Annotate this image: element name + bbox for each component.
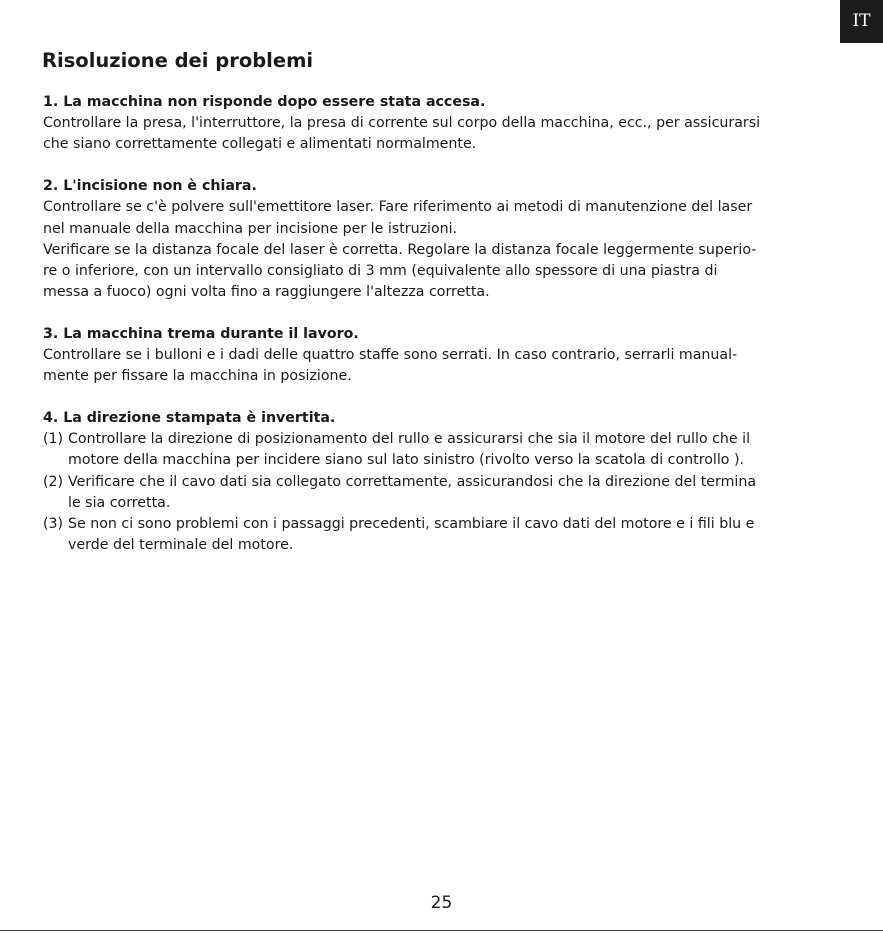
body-line: che siano correttamente collegati e alimentati normalmente.: [43, 136, 477, 153]
step-2: [43, 472, 843, 514]
section-body: [43, 113, 843, 155]
section-2: [43, 176, 843, 303]
body-line: Controllare la presa, l'interruttore, la presa di corrente sul corpo della macchina, ecc., per assicurarsi: [43, 115, 761, 132]
step-number: (1): [43, 431, 64, 448]
language-tab: IT: [840, 0, 883, 43]
page-number: 25: [430, 893, 453, 913]
step-body: [68, 472, 843, 514]
step-3: [43, 514, 843, 556]
body-line: Se non ci sono problemi con i passaggi precedenti, scambiare il cavo dati del motore e i fili blu e: [68, 515, 755, 532]
step-1: [43, 429, 843, 471]
page-title: Risoluzione dei problemi: [42, 49, 314, 72]
section-heading: 2. L'incisione non è chiara.: [43, 178, 257, 195]
body-line: Controllare la direzione di posizionamento del rullo e assicurarsi che sia il motore del rullo che il: [68, 431, 751, 448]
section-body: [43, 345, 843, 387]
section-1: [43, 92, 843, 156]
section-4: [43, 408, 843, 556]
step-body: [68, 514, 843, 556]
section-body: [43, 197, 843, 303]
section-heading: 3. La macchina trema durante il lavoro.: [43, 325, 359, 342]
section-heading: 1. La macchina non risponde dopo essere stata accesa.: [43, 94, 486, 110]
body-line: mente per fissare la macchina in posizione.: [43, 368, 352, 385]
troubleshooting-content: [43, 92, 843, 577]
body-line: motore della macchina per incidere siano sul lato sinistro (rivolto verso la scatola di controllo ).: [68, 452, 745, 469]
body-line: Verificare che il cavo dati sia collegato correttamente, assicurandosi che la direzione del termina: [68, 473, 757, 490]
section-3: [43, 324, 843, 388]
step-number: (2): [43, 473, 64, 490]
step-number: (3): [43, 515, 64, 532]
body-line: nel manuale della macchina per incisione per le istruzioni.: [43, 220, 458, 237]
body-line: Controllare se c'è polvere sull'emettitore laser. Fare riferimento ai metodi di manutenzione del laser: [43, 199, 753, 216]
section-heading: 4. La direzione stampata è invertita.: [43, 409, 336, 426]
body-line: messa a fuoco) ogni volta fino a raggiungere l'altezza corretta.: [43, 284, 490, 301]
body-line: verde del terminale del motore.: [68, 537, 294, 554]
body-line: Controllare se i bulloni e i dadi delle quattro staffe sono serrati. In caso contrario, serrarli manual-: [43, 347, 738, 364]
body-line: Verificare se la distanza focale del laser è corretta. Regolare la distanza focale leggermente superio-: [43, 241, 757, 258]
body-line: re o inferiore, con un intervallo consigliato di 3 mm (equivalente allo spessore di una piastra di: [43, 262, 718, 279]
bottom-rule: [0, 930, 883, 931]
body-line: le sia corretta.: [68, 494, 171, 511]
step-body: [68, 429, 843, 471]
